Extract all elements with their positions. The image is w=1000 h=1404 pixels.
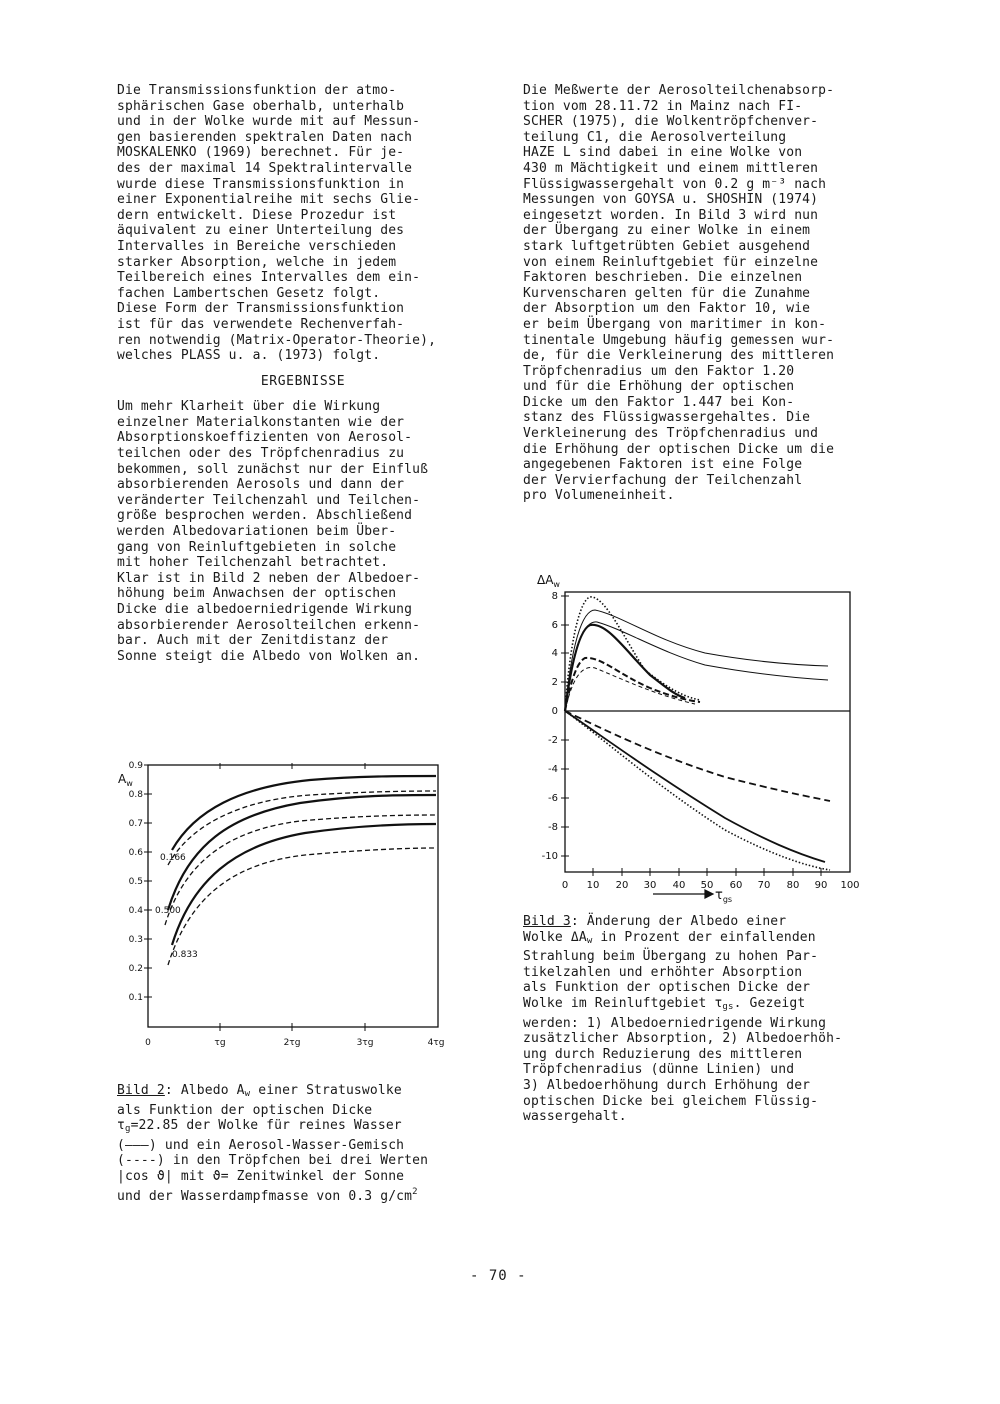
- figure-2-albedo-plot: [110, 755, 465, 1055]
- figure-3-caption: [523, 914, 908, 1125]
- fig2-ytick-label: 0.1: [128, 993, 143, 1003]
- fig3-ytick-label: -6: [548, 793, 558, 804]
- fig2-xtick-label: τg: [214, 1038, 226, 1048]
- fig2-ytick-label: 0.3: [128, 935, 143, 945]
- fig2-caption-text: einer Stratuswolke als Funktion der optischen Dicke τ: [117, 1083, 402, 1134]
- left-text-column: [117, 83, 489, 664]
- fig3-ytick-label: 0: [551, 706, 558, 717]
- fig3-x-axis-label: $\tau_{gs}$: [715, 888, 733, 904]
- fig3-curve-dashed-thin: [565, 667, 695, 711]
- fig2-caption-sub: g: [124, 1124, 131, 1135]
- fig2-ytick-label: 0.4: [128, 906, 143, 916]
- fig2-curve-dashed-0.500: [165, 815, 436, 925]
- fig2-ytick-label: 0.2: [128, 964, 143, 974]
- fig2-caption-label: Bild 2: [117, 1083, 165, 1098]
- page-number: - 70 -: [470, 1268, 527, 1284]
- fig3-caption-text: . Gezeigt werden: 1) Albedoerniedrigende Wirkung zusätzlicher Absorption, 2) Albedoerhöh- ung durch Reduzierung des mittleren Tröpfchenradius (dünne Linien) und 3) Albedoerhöhung durch Erhöhung der optischen Dicke bei gleichem Flüssig- wassergehalt.: [523, 995, 843, 1125]
- fig3-caption-sub: w: [586, 935, 593, 946]
- right-text-column: [523, 83, 908, 504]
- section-heading-ergebnisse: ERGEBNISSE: [260, 373, 346, 389]
- fig3-curve-dotted-lower: [565, 711, 830, 870]
- fig3-ytick-label: -2: [548, 735, 558, 746]
- fig3-xtick-label: 10: [586, 880, 600, 891]
- fig3-xtick-label: 90: [814, 880, 828, 891]
- figure-2-caption: [117, 1083, 492, 1204]
- fig3-ytick-label: -8: [548, 822, 558, 833]
- fig3-caption-label: Bild 3: [523, 914, 571, 929]
- fig3-xtick-label: 30: [643, 880, 657, 891]
- fig2-ytick-label: 0.8: [128, 790, 143, 800]
- fig2-ytick-label: 0.6: [128, 848, 143, 858]
- fig2-curve-dashed-0.833: [168, 848, 436, 965]
- fig2-xtick-label: 4τg: [427, 1038, 445, 1048]
- fig2-curve-solid-0.833: [172, 824, 436, 945]
- fig2-xtick-label: 0: [145, 1038, 151, 1048]
- fig2-caption-text: : Albedo A: [164, 1083, 245, 1098]
- fig3-ytick-label: 6: [551, 620, 558, 631]
- fig3-curve-solid-lower: [565, 711, 825, 862]
- fig2-ytick-label: 0.7: [128, 819, 143, 829]
- fig3-ytick-label: -4: [548, 764, 558, 775]
- fig2-y-axis-label: $A_w$: [118, 772, 133, 788]
- fig2-y-ticks: [144, 763, 365, 1031]
- fig3-ytick-label: 4: [551, 648, 558, 659]
- fig2-caption-text: =22.85 der Wolke für reines Wasser (———) und ein Aerosol-Wasser-Gemisch (----) in den Tröpfchen bei drei Werten |cos ϑ| mit ϑ= Zenitwinkel der Sonne und der Wasserdampfmasse von 0.3 g/cm: [117, 1118, 429, 1204]
- fig3-y-axis-label: $\Delta A_w$: [537, 573, 560, 589]
- fig3-xtick-label: 60: [729, 880, 743, 891]
- fig3-caption-text: in Prozent der einfallenden Strahlung beim Übergang zu hohen Par- tikelzahlen und erhöhter Absorption als Funktion der optischen Dicke der Wolke im Reinluftgebiet τ: [523, 929, 819, 1011]
- fig3-xtick-label: 20: [615, 880, 629, 891]
- fig2-xtick-label: 2τg: [283, 1038, 301, 1048]
- left-paragraph-2: Um mehr Klarheit über die Wirkung einzelner Materialkonstanten wie der Absorptionskoeffizienten von Aerosol- teilchen oder des Tröpfchenradius zu bekommen, soll zunächst nur der Einfluß absorbierenden Aerosols und dann der veränderter Teilchenzahl und Teilchen- größe besprochen werden. Abschließend werden Albedovariationen beim Über- gang von Reinluftgebieten in solche mit hoher Teilchenzahl betrachtet. Klar ist in Bild 2 neben der Albedoer- höhung beim Anwachsen der optischen Dicke die albedoerniedrigende Wirkung absorbierender Aerosolteilchen erkenn- bar. Auch mit der Zenitdistanz der Sonne steigt die Albedo von Wolken an.: [117, 399, 429, 664]
- left-paragraph-1: Die Transmissionsfunktion der atmo- sphärischen Gase oberhalb, unterhalb und in der Wolke wurde mit auf Messun- gen basierenden spektralen Daten nach MOSKALENKO (1969) berechnet. Für je- des der maximal 14 Spektralintervalle wurde diese Transmissionsfunktion in einer Exponentialreihe mit sechs Glie- dern entwickelt. Diese Prozedur ist äquivalent zu einer Unterteilung des Intervalles in Bereiche verschieden starker Absorption, welche in jedem Teilbereich eines Intervalles dem ein- fachen Lambertschen Gesetz folgt. Diese Form der Transmissionsfunktion ist für das verwendete Rechenverfah- ren notwendig (Matrix-Operator-Theorie), welches PLASS u. a. (1973) folgt.: [117, 83, 437, 364]
- fig3-xtick-label: 100: [840, 880, 860, 891]
- fig3-curve-thick: [565, 625, 685, 711]
- fig3-ytick-label: -10: [541, 851, 558, 862]
- fig3-curve-dashed-lower: [565, 711, 830, 801]
- fig2-curve-label: 0.166: [160, 853, 186, 863]
- fig3-xtick-label: 70: [757, 880, 771, 891]
- fig3-curve-thin-2: [565, 622, 828, 711]
- fig3-curve-thin-1: [565, 610, 828, 711]
- fig2-caption-sub: w: [244, 1089, 251, 1099]
- fig3-caption-text: : Änderung der Albedo einer Wolke ΔA: [523, 914, 787, 945]
- fig3-curve-dotted-upper: [565, 597, 700, 711]
- fig3-x-axis-arrow: [653, 890, 713, 898]
- fig3-xtick-label: 80: [786, 880, 800, 891]
- fig2-curve-label: 0.833: [172, 950, 198, 960]
- fig2-ytick-label: 0.5: [128, 877, 143, 887]
- right-paragraph-1: Die Meßwerte der Aerosolteilchenabsorp- tion vom 28.11.72 in Mainz nach FI- SCHER (1975), die Wolkentröpfchenver- teilung C1, die Aerosolverteilung HAZE L sind dabei in eine Wolke von 430 m Mächtigkeit und einem mittleren Flüssigwassergehalt von 0.2 g m⁻³ nach Messungen von GOYSA u. SHOSHIN (1974) eingesetzt worden. In Bild 3 wird nun der Übergang zu einer Wolke in einem stark luftgetrübten Gebiet ausgehend von einem Reinluftgebiet für einzelne Faktoren beschrieben. Die einzelnen Kurvenscharen gelten für die Zunahme der Absorption um den Faktor 10, wie er beim Übergang von maritimer in kon- tinentale Umgebung häufig gemessen wur- de, für die Verkleinerung des mittleren Tröpfchenradius um den Faktor 1.20 und für die Erhöhung der optischen Dicke um den Faktor 1.447 bei Kon- stanz des Flüssigwassergehaltes. Die Verkleinerung des Tröpfchenradius und die Erhöhung der optischen Dicke um die angegebenen Faktoren ist eine Folge der Vervierfachung der Teilchenzahl pro Volumeneinheit.: [523, 83, 835, 504]
- fig2-xtick-label: 3τg: [356, 1038, 374, 1048]
- fig3-xtick-label: 50: [700, 880, 714, 891]
- fig3-ytick-label: 8: [551, 591, 558, 602]
- fig3-xtick-label: 0: [561, 880, 569, 891]
- fig3-curve-dashed-upper: [565, 658, 700, 711]
- fig3-caption-sub: gs: [722, 1001, 734, 1012]
- fig2-caption-sup: 2: [412, 1186, 418, 1197]
- fig2-curve-label: 0.500: [155, 906, 181, 916]
- figure-3-delta-albedo-plot: [525, 570, 865, 910]
- fig3-xtick-label: 40: [672, 880, 686, 891]
- fig2-ytick-label: 0.9: [128, 761, 143, 771]
- fig3-ytick-label: 2: [551, 677, 558, 688]
